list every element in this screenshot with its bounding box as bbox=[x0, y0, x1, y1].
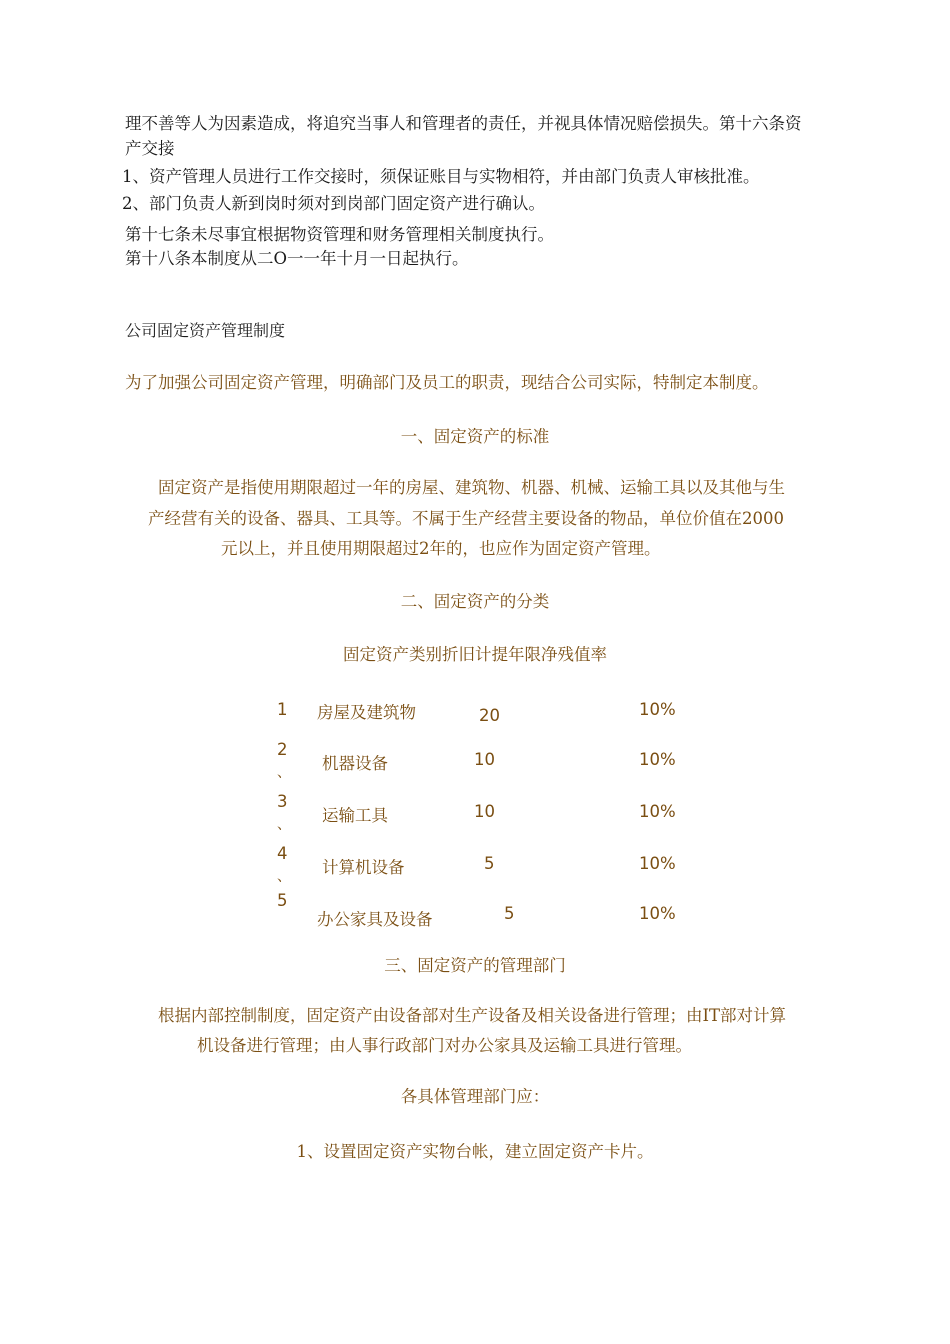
row-number: 1 bbox=[277, 700, 288, 719]
row-rate: 10% bbox=[639, 904, 676, 923]
row-years: 20 bbox=[479, 706, 500, 725]
section-1-line-2: 产经营有关的设备、器具、工具等。不属于生产经营主要设备的物品，单位价值在2000 bbox=[148, 509, 784, 528]
row-number-mark: 、 bbox=[277, 869, 291, 885]
row-years: 10 bbox=[474, 802, 495, 821]
row-years: 10 bbox=[474, 750, 495, 769]
row-rate: 10% bbox=[639, 802, 676, 821]
section-2-heading: 二、固定资产的分类 bbox=[400, 592, 550, 611]
row-category: 机器设备 bbox=[322, 754, 388, 773]
doc-title: 公司固定资产管理制度 bbox=[125, 321, 286, 340]
department-duties-heading: 各具体管理部门应： bbox=[400, 1087, 550, 1106]
row-years: 5 bbox=[484, 854, 495, 873]
section-3-line-2: 机设备进行管理；由人事行政部门对办公家具及运输工具进行管理。 bbox=[197, 1036, 692, 1055]
row-rate: 10% bbox=[639, 700, 676, 719]
row-category: 房屋及建筑物 bbox=[317, 703, 416, 722]
top-item-2: 2、部门负责人新到岗时须对到岗部门固定资产进行确认。 bbox=[122, 194, 545, 213]
article-17: 第十七条未尽事宜根据物资管理和财务管理相关制度执行。 bbox=[125, 225, 554, 244]
row-number: 2 bbox=[277, 740, 288, 759]
row-number: 4 bbox=[277, 844, 288, 863]
top-item-1: 1、资产管理人员进行工作交接时，须保证账目与实物相符，并由部门负责人审核批准。 bbox=[122, 167, 760, 186]
row-number: 5 bbox=[277, 891, 288, 910]
top-line-2: 产交接 bbox=[125, 139, 175, 158]
section-1-line-1: 固定资产是指使用期限超过一年的房屋、建筑物、机器、机械、运输工具以及其他与生 bbox=[158, 478, 785, 497]
row-number-mark: 、 bbox=[277, 765, 291, 781]
top-line-1: 理不善等人为因素造成，将追究当事人和管理者的责任，并视具体情况赔偿损失。第十六条资 bbox=[125, 114, 802, 133]
section-3-line-1: 根据内部控制制度，固定资产由设备部对生产设备及相关设备进行管理；由IT部对计算 bbox=[158, 1006, 787, 1025]
row-number: 3 bbox=[277, 792, 288, 811]
section-3-heading: 三、固定资产的管理部门 bbox=[384, 956, 566, 975]
table-header: 固定资产类别折旧计提年限净残值率 bbox=[343, 645, 607, 664]
duty-item-1: 1、设置固定资产实物台帐，建立固定资产卡片。 bbox=[296, 1142, 654, 1161]
article-18: 第十八条本制度从二O一一年十月一日起执行。 bbox=[125, 249, 469, 268]
row-rate: 10% bbox=[639, 750, 676, 769]
section-1-heading: 一、固定资产的标准 bbox=[400, 427, 550, 446]
row-category: 办公家具及设备 bbox=[317, 910, 433, 929]
row-rate: 10% bbox=[639, 854, 676, 873]
row-category: 运输工具 bbox=[322, 806, 388, 825]
row-category: 计算机设备 bbox=[322, 858, 405, 877]
section-1-line-3: 元以上，并且使用期限超过2年的，也应作为固定资产管理。 bbox=[221, 539, 661, 558]
row-number-mark: 、 bbox=[277, 817, 291, 833]
intro-paragraph: 为了加强公司固定资产管理，明确部门及员工的职责，现结合公司实际，特制定本制度。 bbox=[125, 373, 769, 392]
row-years: 5 bbox=[504, 904, 515, 923]
